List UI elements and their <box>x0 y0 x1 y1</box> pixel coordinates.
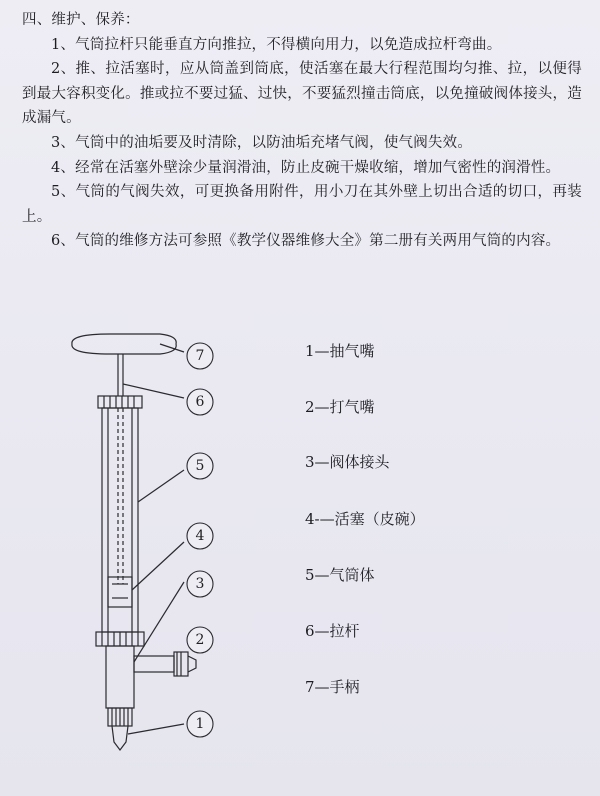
callout-number-6: 6 <box>195 394 205 410</box>
legend-item-1: 1—抽气嘴 <box>305 342 375 360</box>
paragraph-5: 5、气筒的气阀失效，可更换备用附件，用小刀在其外壁上切出合适的切口，再装上。 <box>22 184 582 225</box>
callout-number-4: 4 <box>195 528 205 544</box>
legend-item-3: 3—阀体接头 <box>305 453 390 471</box>
paragraph-1: 1、气筒拉杆只能垂直方向推拉，不得横向用力，以免造成拉杆弯曲。 <box>51 36 502 53</box>
callout-number-3: 3 <box>195 576 205 592</box>
paragraph-6: 6、气筒的维修方法可参照《教学仪器维修大全》第二册有关两用气筒的内容。 <box>51 233 561 250</box>
callout-number-5: 5 <box>195 458 205 474</box>
air-pump-drawing <box>50 322 250 772</box>
callout-number-7: 7 <box>195 348 205 364</box>
legend-item-5: 5—气筒体 <box>305 566 375 584</box>
legend-item-4: 4-—活塞（皮碗） <box>305 510 425 528</box>
maintenance-text <box>22 8 582 254</box>
section-heading: 四、维护、保养： <box>22 12 140 28</box>
callout-number-1: 1 <box>195 716 205 732</box>
legend-item-6: 6—拉杆 <box>305 622 360 640</box>
legend-item-7: 7—手柄 <box>305 678 360 696</box>
paragraph-2: 2、推、拉活塞时，应从筒盖到筒底，使活塞在最大行程范围均匀推、拉，以便得到最大容积变化。推或拉不要过猛、过快，不要猛烈撞击筒底，以免撞破阀体接头，造成漏气。 <box>22 61 582 127</box>
legend-item-2: 2—打气嘴 <box>305 398 375 416</box>
callout-number-2: 2 <box>195 632 205 648</box>
air-pump-diagram <box>50 322 250 772</box>
paragraph-4: 4、经常在活塞外壁涂少量润滑油，防止皮碗干燥收缩，增加气密性的润滑性。 <box>51 159 561 176</box>
paragraph-3: 3、气筒中的油垢要及时清除，以防油垢充堵气阀，使气阀失效。 <box>51 134 473 151</box>
